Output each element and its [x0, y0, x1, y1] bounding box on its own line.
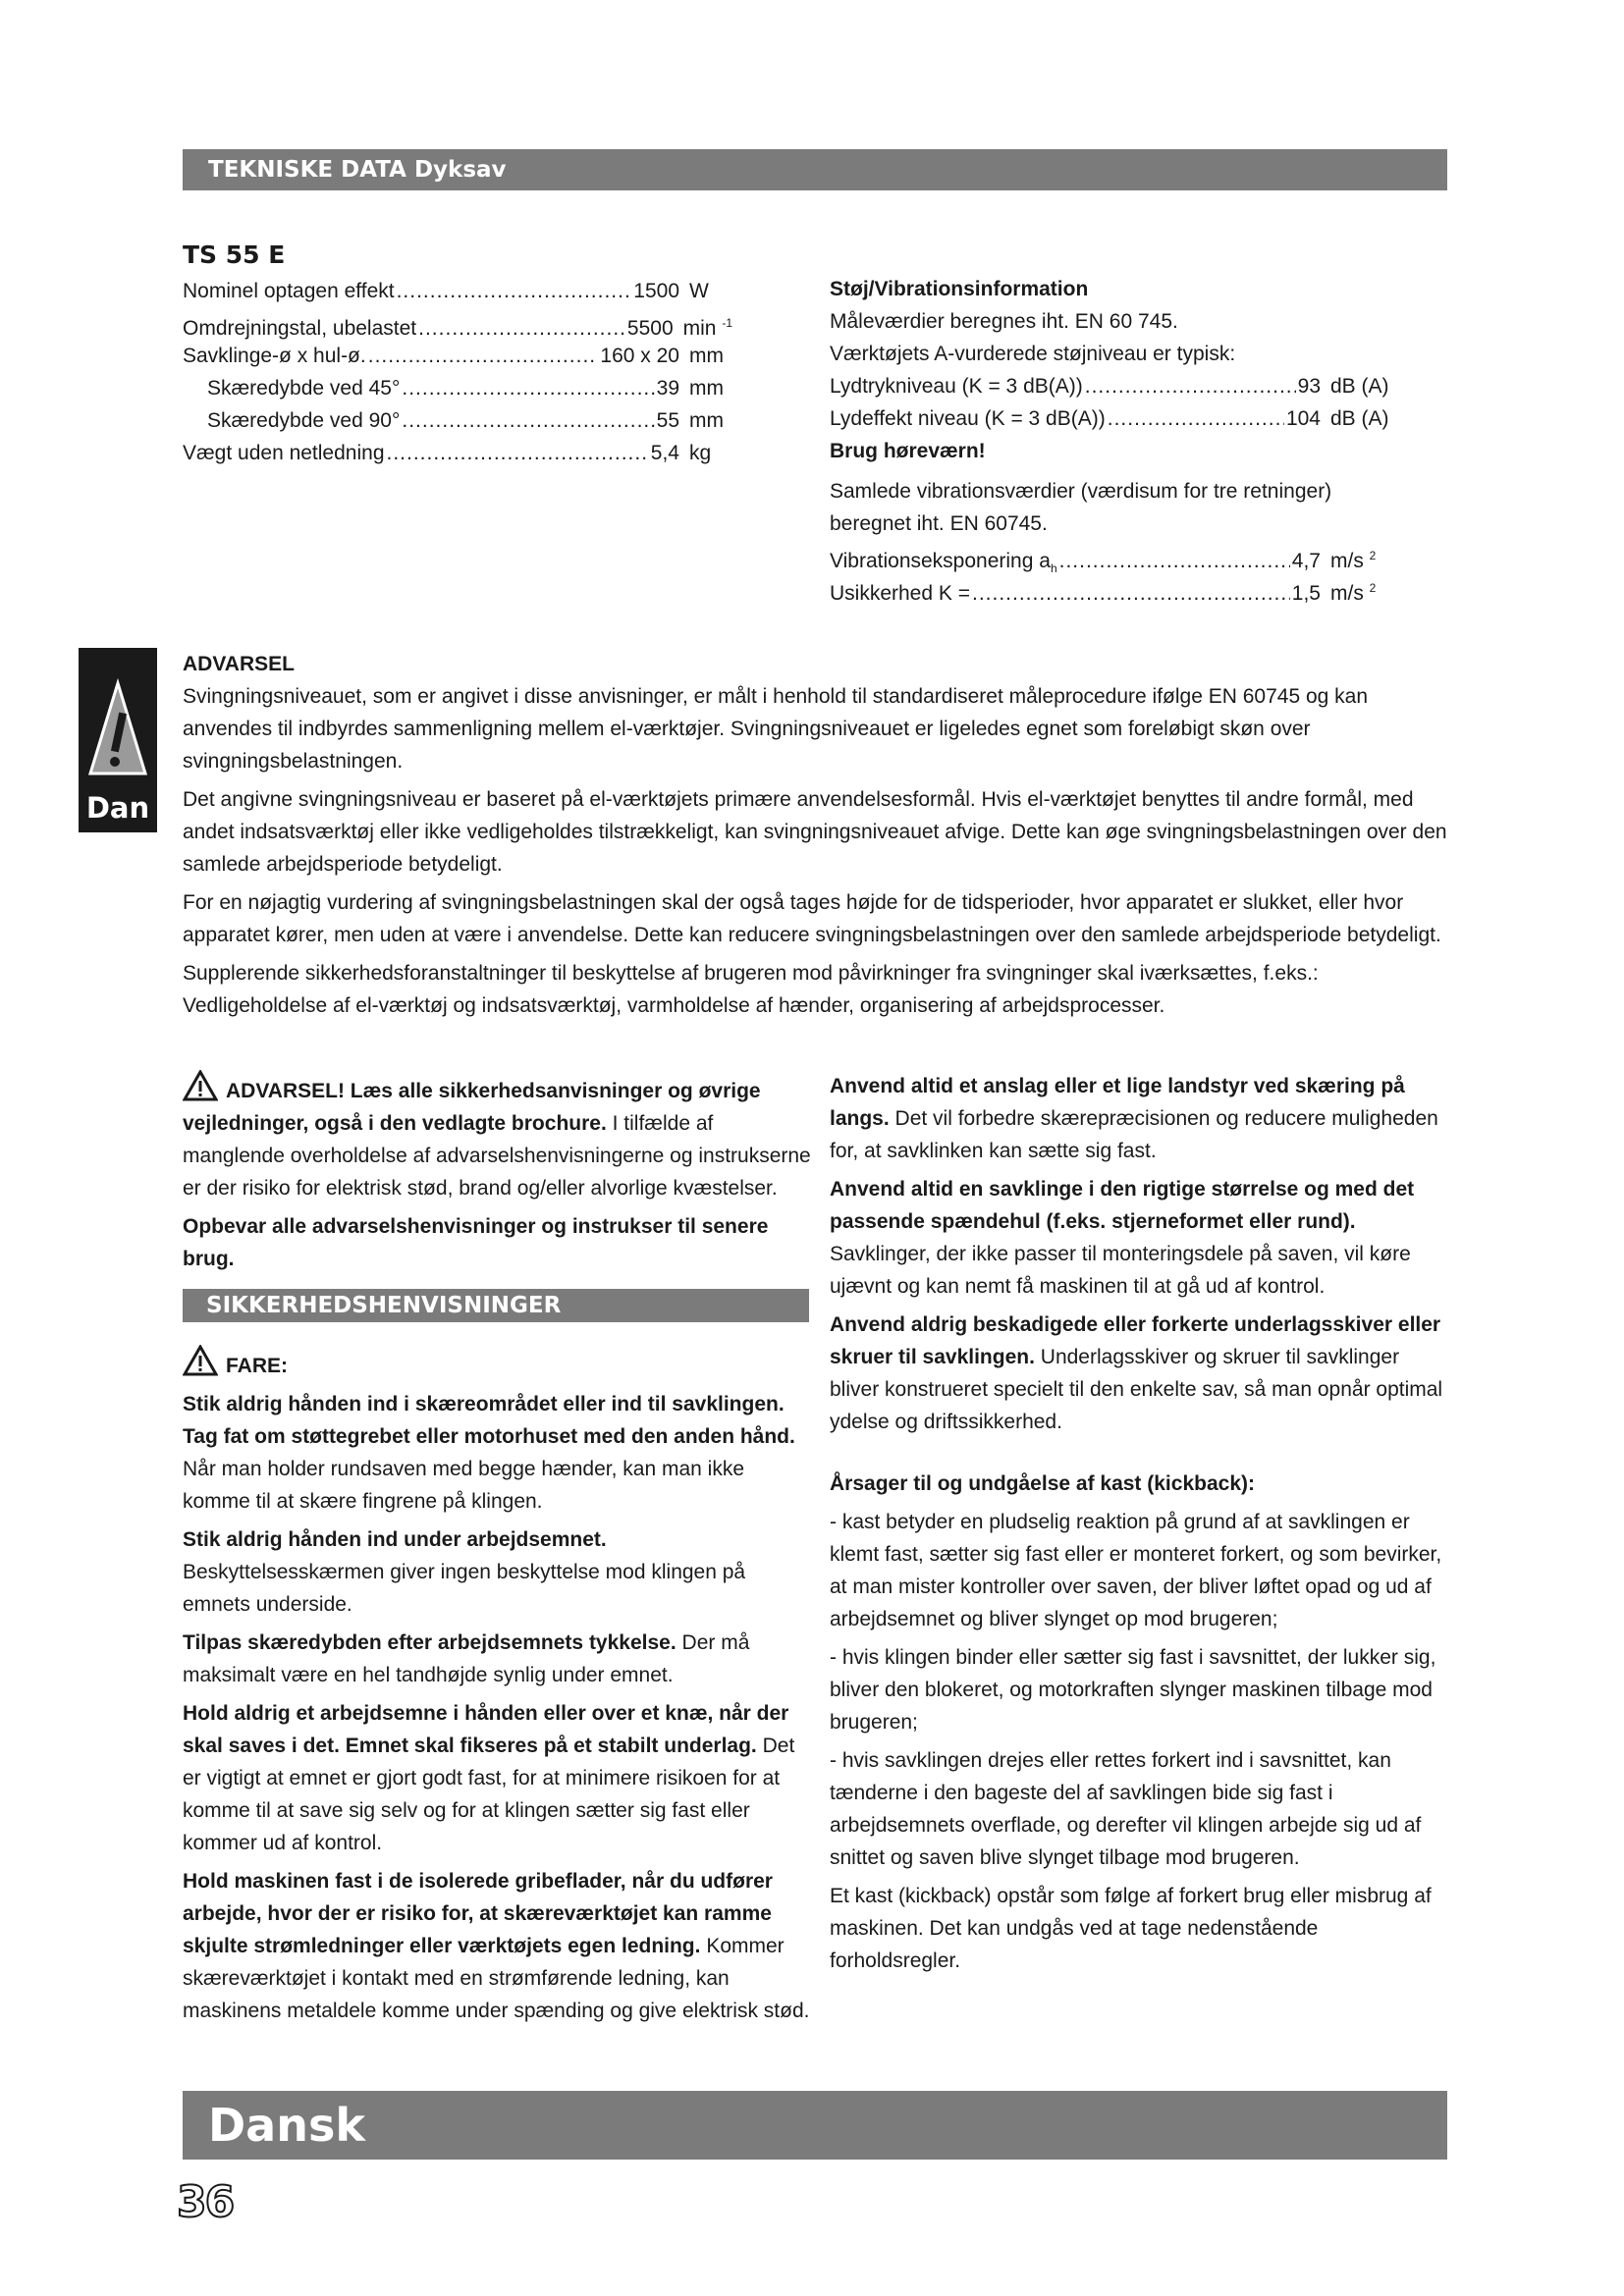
safety-item: Hold maskinen fast i de isolerede gribeflader, når du udfører arbejde, hvor der er risiko for, at skæreværktøjet kan ramme skjulte strømledninger eller værktøjets egen ledning. Kommer skæreværktøjet i kontakt med en strømførende ledning, kan maskinens metaldele komme under spænding og give elektrisk stød.	[183, 1870, 810, 2022]
spec-table	[183, 236, 732, 469]
noise-row	[830, 370, 1399, 402]
safety-item: Tilpas skæredybden efter arbejdsemnets tykkelse. Der må maksimalt være en hel tandhøjde synlig under emnet.	[183, 1631, 750, 1686]
language-tab-label: Dan	[85, 791, 150, 825]
vibration-label: Vibrationseksponering $a_h$	[830, 550, 1057, 576]
vibration-unit: m/s $^2$	[1330, 581, 1377, 605]
page-number: 36	[177, 2177, 234, 2227]
safety-item: Anvend altid en savklinge i den rigtige størrelse og med det passende spændehul (f.eks. stjerneformet eller rund). Savklinger, der ikke passer til monteringsdele på saven, vil køre ujævnt og kan nemt få maskinen til at gå ud af kontrol.	[830, 1178, 1415, 1298]
kickback-heading: Årsager til og undgåelse af kast (kickback):	[830, 1472, 1255, 1495]
section-header-technical-data: TEKNISKE DATA Dyksav	[183, 149, 1447, 190]
spec-label: Savklinge-ø x hul-ø.	[183, 345, 366, 367]
noise-line-2: Værktøjets A-vurderede støjniveau er typisk:	[830, 343, 1236, 365]
spec-rows	[183, 275, 732, 469]
warning-heading: ADVARSEL	[183, 653, 295, 675]
keep-instructions-note: Opbevar alle advarselshenvisninger og instrukser til senere brug.	[183, 1215, 769, 1270]
vibration-row	[830, 540, 1399, 576]
section-header-safety: SIKKERHEDSHENVISNINGER	[183, 1289, 809, 1322]
noise-unit: dB (A)	[1330, 407, 1389, 430]
vibration-value: 4,7	[1291, 550, 1321, 572]
warning-paragraph: Svingningsniveauet, som er angivet i disse anvisninger, er målt i henhold til standardiseret måleprocedure ifølge EN 60745 og kan anvendes til indbyrdes sammenligning mellem el-værktøjer. Svingningsniveauet er ligeledes egnet som foreløbigt skøn over svingningsbelastningen.	[183, 685, 1369, 773]
spec-label: Skæredybde ved 90°	[207, 409, 401, 432]
noise-value: 104	[1285, 407, 1321, 430]
safety-instructions-right	[830, 1070, 1448, 1983]
spec-row	[183, 437, 732, 469]
ear-protection-note: Brug høreværn!	[830, 440, 986, 462]
spec-unit-exponent: -1	[722, 316, 732, 330]
safety-item: Hold aldrig et arbejdsemne i hånden eller over et knæ, når der skal saves i det. Emnet skal fikseres på et stabilt underlag. Det er vigtigt at emnet er gjort godt fast, for at minimere risikoen for at komme til at save sig selv og for at klingen sætter sig fast eller kommer ud af kontrol.	[183, 1702, 795, 1854]
spec-unit: mm	[689, 377, 724, 400]
spec-unit: mm	[689, 409, 724, 432]
noise-line-1: Måleværdier beregnes iht. EN 60 745.	[830, 310, 1178, 333]
kickback-item: - hvis savklingen drejes eller rettes forkert ind i savsnittet, kan tænderne i den bageste del af savklingen bide sig fast i arbejdsemnets overflade, og derefter vil klingen arbejde sig ud af snittet og saven blive slynget tilbage mod brugeren.	[830, 1749, 1422, 1869]
spec-unit: W	[689, 280, 709, 302]
warning-paragraph: Det angivne svingningsniveau er baseret på el-værktøjets primære anvendelsesformål. Hvis el-værktøjet benyttes til andre formål, med andet indsatsværktøj eller ikke vedligeholdes tilstrækkeligt, kan svingningsniveauet afvige. Dette kan øge svingningsbelastningen over den samlede arbejdsperiode betydeligt.	[183, 788, 1447, 876]
safety-instructions	[183, 1345, 811, 2033]
warning-paragraph: For en nøjagtig vurdering af svingningsbelastningen skal der også tages højde for de tidsperioder, hvor apparatet er slukket, eller hvor apparatet kører, men uden at være i anvendelse. Dette kan reducere svingningsbelastningen over den samlede arbejdsperiode betydeligt.	[183, 891, 1441, 946]
noise-label: Lydeffekt niveau (K = 3 dB(A))	[830, 407, 1106, 430]
warning-triangle-icon	[183, 1070, 218, 1101]
spec-value: 55	[656, 409, 679, 432]
spec-row	[183, 307, 732, 340]
model-name: TS 55 E	[183, 240, 286, 269]
spec-label: Vægt uden netledning	[183, 442, 385, 464]
noise-vibration-info	[830, 273, 1399, 605]
vibration-unit: m/s $^2$	[1330, 549, 1377, 572]
spec-value: 5,4	[650, 442, 679, 464]
language-warning-tab	[79, 648, 157, 832]
kickback-item: - hvis klingen binder eller sætter sig fast i savsnittet, der lukker sig, bliver den blokeret, og motorkraften slynger maskinen tilbage mod brugeren;	[830, 1646, 1436, 1734]
spec-row	[183, 340, 732, 372]
safety-item: Anvend aldrig beskadigede eller forkerte underlagsskiver eller skruer til savklingen. Underlagsskiver og skruer til savklinger bliver konstrueret specielt til den enkelte sav, så man opnår optimal ydelse og driftssikkerhed.	[830, 1313, 1443, 1433]
warning-triangle-icon	[88, 675, 147, 783]
spec-row	[183, 404, 732, 437]
spec-row	[183, 372, 732, 404]
noise-title: Støj/Vibrationsinformation	[830, 278, 1089, 300]
safety-item: Stik aldrig hånden ind i skæreområdet eller ind til savklingen. Tag fat om støttegrebet eller motorhuset med den anden hånd. Når man holder rundsaven med begge hænder, kan man ikke komme til at skære fingrene på klingen.	[183, 1393, 795, 1513]
spec-unit: mm	[689, 345, 724, 367]
noise-unit: dB (A)	[1330, 375, 1389, 398]
vibration-warning	[183, 648, 1449, 1028]
noise-value: 93	[1297, 375, 1321, 398]
warning-paragraph: Supplerende sikkerhedsforanstaltninger til beskyttelse af brugeren mod påvirkninger fra svingninger skal iværksættes, f.eks.: Vedligeholdelse af el-værktøj og indsatsværktøj, varmholdelse af hænder, organisering af arbejdsprocesser.	[183, 962, 1319, 1017]
spec-row	[183, 275, 732, 307]
language-footer-band: Dansk	[183, 2091, 1447, 2160]
noise-row	[830, 402, 1399, 435]
spec-value: 1500	[633, 280, 679, 302]
vibration-intro: Samlede vibrationsværdier (værdisum for tre retninger) beregnet iht. EN 60745.	[830, 480, 1332, 535]
spec-label: Skæredybde ved 45°	[207, 377, 401, 400]
vibration-row	[830, 572, 1399, 605]
spec-value: 160 x 20	[600, 345, 679, 367]
spec-value: 39	[656, 377, 679, 400]
spec-label: Nominel optagen effekt	[183, 280, 395, 302]
spec-value: 5500	[626, 317, 674, 340]
general-warning	[183, 1070, 811, 1281]
safety-item: Stik aldrig hånden ind under arbejdsemnet. Beskyttelsesskærmen giver ingen beskyttelse mod klingen på emnets underside.	[183, 1528, 746, 1616]
warning-triangle-icon	[183, 1345, 218, 1376]
general-warning-paragraph: ADVARSEL! Læs alle sikkerhedsanvisninger og øvrige vejledninger, også i den vedlagte brochure. I tilfælde af manglende overholdelse af advarselshenvisningerne og instrukserne er der risiko for elektrisk stød, brand og/eller alvorlige kvæstelser.	[183, 1070, 811, 1204]
safety-item: Anvend altid et anslag eller et lige landstyr ved skæring på langs. Det vil forbedre skærepræcisionen og reducere muligheden for, at savklinken kan sætte sig fast.	[830, 1075, 1438, 1162]
vibration-label: Usikkerhed K =	[830, 582, 970, 605]
danger-heading: FARE:	[183, 1345, 811, 1382]
spec-unit: min $^{-1}$	[682, 316, 732, 340]
spec-unit: kg	[689, 442, 712, 464]
kickback-item: Et kast (kickback) opstår som følge af forkert brug eller misbrug af maskinen. Det kan undgås ved at tage nedenstående forholdsregler.	[830, 1885, 1432, 1972]
spec-label: Omdrejningstal, ubelastet	[183, 317, 417, 340]
vibration-value: 1,5	[1291, 582, 1321, 605]
kickback-item: - kast betyder en pludselig reaktion på grund af at savklingen er klemt fast, sætter sig fast eller er monteret forkert, og som bevirker, at man mister kontroller over saven, der bliver løftet opad og ud af arbejdsemnet og bliver slynget op mod brugeren;	[830, 1511, 1442, 1630]
noise-label: Lydtrykniveau (K = 3 dB(A))	[830, 375, 1083, 398]
